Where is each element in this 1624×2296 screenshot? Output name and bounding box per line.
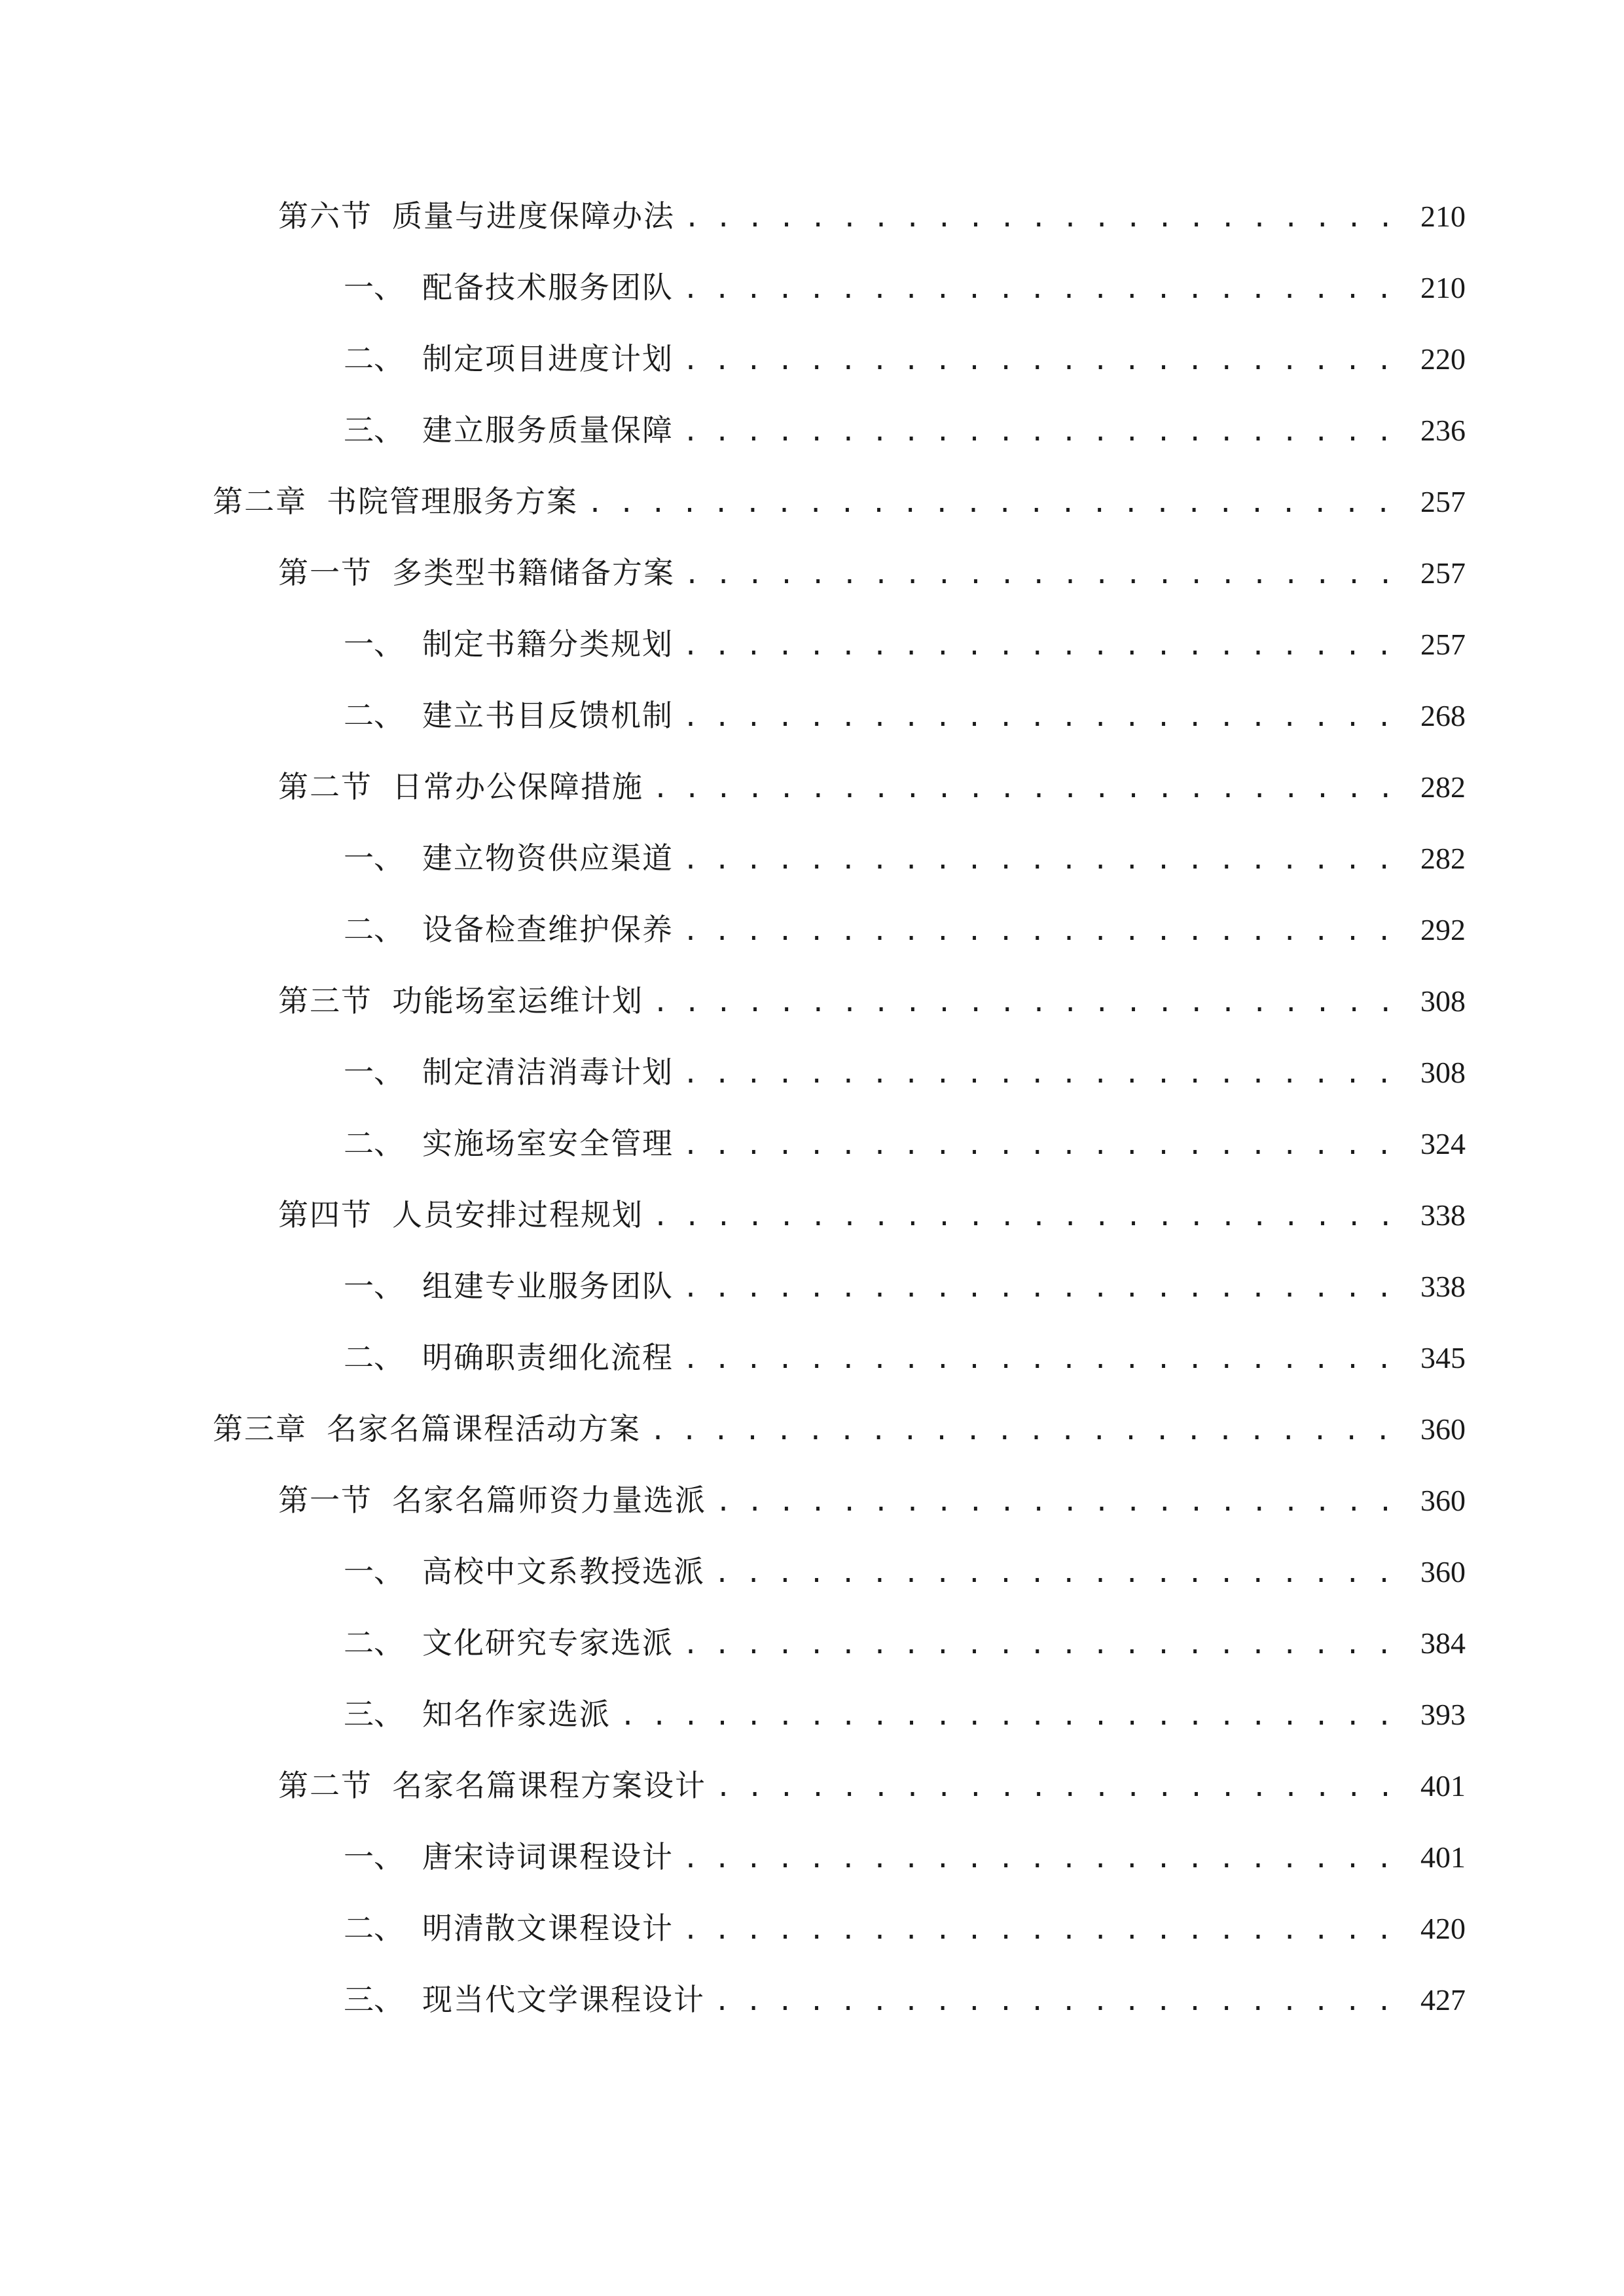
toc-entry-prefix: 三、 xyxy=(344,1982,404,2017)
toc-entry-page-number: 401 xyxy=(1420,1840,1466,1874)
toc-entry-title: 制定清洁消毒计划 xyxy=(422,1054,674,1090)
toc-entry-page-number: 324 xyxy=(1420,1127,1466,1160)
dot-leader xyxy=(683,620,1399,672)
toc-entry[interactable] xyxy=(344,1545,1466,1598)
toc-entry-page-number: 268 xyxy=(1420,699,1466,732)
toc-entry[interactable] xyxy=(344,903,1466,956)
toc-entry-title: 质量与进度保障办法 xyxy=(392,198,675,234)
toc-entry-prefix: 第二章 xyxy=(213,484,307,519)
toc-entry-prefix: 三、 xyxy=(344,412,404,448)
toc-entry-page-number: 236 xyxy=(1420,414,1466,447)
toc-entry-title: 名家名篇课程方案设计 xyxy=(392,1768,706,1803)
toc-entry-prefix: 一、 xyxy=(344,1054,404,1090)
toc-entry[interactable] xyxy=(344,1260,1466,1312)
toc-entry-title: 人员安排过程规划 xyxy=(392,1197,643,1232)
toc-entry[interactable] xyxy=(344,1117,1466,1170)
toc-entry-page-number: 308 xyxy=(1420,1056,1466,1089)
toc-entry-title: 建立书目反馈机制 xyxy=(422,698,674,733)
toc-entry[interactable] xyxy=(278,547,1466,599)
toc-entry-prefix: 第三节 xyxy=(278,983,372,1018)
dot-leader xyxy=(653,977,1399,1029)
dot-leader xyxy=(683,263,1399,315)
toc-entry-page-number: 360 xyxy=(1420,1484,1466,1517)
dot-leader xyxy=(587,477,1399,529)
toc-entry-page-number: 360 xyxy=(1420,1555,1466,1588)
dot-leader xyxy=(683,1904,1399,1956)
toc-entry[interactable] xyxy=(278,190,1466,242)
dot-leader xyxy=(684,548,1399,601)
toc-entry[interactable] xyxy=(344,332,1466,385)
dot-leader xyxy=(683,1048,1399,1100)
toc-entry-title: 现当代文学课程设计 xyxy=(422,1982,705,2017)
toc-entry-page-number: 257 xyxy=(1420,556,1466,590)
toc-entry-prefix: 一、 xyxy=(344,840,404,876)
toc-entry[interactable] xyxy=(344,832,1466,884)
dot-leader xyxy=(653,1191,1399,1243)
toc-entry-page-number: 210 xyxy=(1420,200,1466,233)
toc-entry-prefix: 一、 xyxy=(344,1839,404,1874)
toc-entry-page-number: 401 xyxy=(1420,1769,1466,1803)
toc-entry[interactable] xyxy=(278,975,1466,1027)
toc-entry-title: 组建专业服务团队 xyxy=(422,1268,674,1304)
toc-entry-prefix: 二、 xyxy=(344,912,404,947)
toc-entry[interactable] xyxy=(344,261,1466,314)
toc-entry[interactable] xyxy=(344,1902,1466,1954)
toc-entry-prefix: 二、 xyxy=(344,698,404,733)
toc-entry-page-number: 210 xyxy=(1420,271,1466,304)
toc-entry-prefix: 第二节 xyxy=(278,769,372,804)
toc-entry[interactable] xyxy=(213,475,1466,528)
toc-entry-title: 文化研究专家选派 xyxy=(422,1625,674,1660)
toc-entry-page-number: 292 xyxy=(1420,913,1466,946)
dot-leader xyxy=(683,1333,1399,1386)
dot-leader xyxy=(683,406,1399,458)
toc-entry-prefix: 第二节 xyxy=(278,1768,372,1803)
toc-entry-title: 制定项目进度计划 xyxy=(422,341,674,376)
toc-entry-title: 配备技术服务团队 xyxy=(422,270,674,305)
toc-entry-page-number: 257 xyxy=(1420,485,1466,518)
toc-entry-prefix: 一、 xyxy=(344,1554,404,1589)
toc-entry-prefix: 第一节 xyxy=(278,555,372,590)
dot-leader xyxy=(683,691,1399,744)
toc-entry[interactable] xyxy=(344,404,1466,456)
toc-entry-page-number: 420 xyxy=(1420,1912,1466,1945)
toc-entry-title: 日常办公保障措施 xyxy=(392,769,643,804)
dot-leader xyxy=(715,1761,1399,1814)
toc-entry-prefix: 二、 xyxy=(344,1340,404,1375)
toc-entry-prefix: 第四节 xyxy=(278,1197,372,1232)
dot-leader xyxy=(653,762,1399,815)
toc-entry-page-number: 393 xyxy=(1420,1698,1466,1731)
toc-entry[interactable] xyxy=(344,1831,1466,1883)
toc-entry[interactable] xyxy=(344,1973,1466,2026)
toc-entry-page-number: 384 xyxy=(1420,1626,1466,1660)
toc-entry-prefix: 二、 xyxy=(344,1126,404,1161)
dot-leader xyxy=(683,905,1399,958)
toc-entry[interactable] xyxy=(278,1189,1466,1241)
dot-leader xyxy=(650,1405,1399,1457)
dot-leader xyxy=(683,1262,1399,1314)
toc-entry-prefix: 第一节 xyxy=(278,1482,372,1518)
toc-entry-page-number: 282 xyxy=(1420,842,1466,875)
dot-leader xyxy=(683,1119,1399,1172)
toc-entry-title: 多类型书籍储备方案 xyxy=(392,555,675,590)
toc-entry-title: 唐宋诗词课程设计 xyxy=(422,1839,674,1874)
toc-entry-title: 建立物资供应渠道 xyxy=(422,840,674,876)
toc-entry-page-number: 308 xyxy=(1420,984,1466,1018)
dot-leader xyxy=(684,192,1399,244)
toc-entry-title: 实施场室安全管理 xyxy=(422,1126,674,1161)
toc-entry[interactable] xyxy=(213,1403,1466,1455)
toc-entry-prefix: 第六节 xyxy=(278,198,372,234)
toc-entry-title: 知名作家选派 xyxy=(422,1696,611,1732)
toc-entry[interactable] xyxy=(278,1474,1466,1526)
dot-leader xyxy=(714,1547,1399,1600)
toc-entry-page-number: 345 xyxy=(1420,1341,1466,1374)
toc-entry-title: 高校中文系教授选派 xyxy=(422,1554,705,1589)
toc-entry-title: 明确职责细化流程 xyxy=(422,1340,674,1375)
toc-entry[interactable] xyxy=(344,1688,1466,1740)
toc-entry-prefix: 三、 xyxy=(344,1696,404,1732)
toc-entry-page-number: 257 xyxy=(1420,628,1466,661)
dot-leader xyxy=(683,1833,1399,1885)
toc-entry-title: 建立服务质量保障 xyxy=(422,412,674,448)
toc-entry-prefix: 一、 xyxy=(344,270,404,305)
toc-entry[interactable] xyxy=(344,1331,1466,1384)
toc-entry[interactable] xyxy=(344,689,1466,742)
dot-leader xyxy=(714,1975,1399,2028)
toc-entry[interactable] xyxy=(278,1759,1466,1812)
toc-entry-title: 书院管理服务方案 xyxy=(327,484,578,519)
toc-entry-title: 制定书籍分类规划 xyxy=(422,626,674,662)
toc-entry[interactable] xyxy=(344,1046,1466,1098)
toc-entry-title: 名家名篇课程活动方案 xyxy=(327,1411,641,1446)
toc-entry-page-number: 220 xyxy=(1420,342,1466,376)
toc-entry-prefix: 二、 xyxy=(344,341,404,376)
dot-leader xyxy=(683,834,1399,886)
toc-entry-page-number: 338 xyxy=(1420,1198,1466,1232)
toc-entry-prefix: 第三章 xyxy=(213,1411,307,1446)
toc-entry-page-number: 282 xyxy=(1420,770,1466,804)
toc-entry[interactable] xyxy=(278,761,1466,813)
toc-entry-prefix: 二、 xyxy=(344,1910,404,1946)
toc-entry-title: 设备检查维护保养 xyxy=(422,912,674,947)
toc-entry-title: 明清散文课程设计 xyxy=(422,1910,674,1946)
dot-leader xyxy=(683,334,1399,387)
toc-entry[interactable] xyxy=(344,618,1466,670)
toc-entry-page-number: 360 xyxy=(1420,1412,1466,1446)
dot-leader xyxy=(683,1619,1399,1671)
toc-entry-title: 名家名篇师资力量选派 xyxy=(392,1482,706,1518)
toc-entry-prefix: 一、 xyxy=(344,1268,404,1304)
toc-entry-page-number: 338 xyxy=(1420,1270,1466,1303)
dot-leader xyxy=(715,1476,1399,1528)
toc-entry-page-number: 427 xyxy=(1420,1983,1466,2017)
toc-entry-prefix: 一、 xyxy=(344,626,404,662)
toc-entry-prefix: 二、 xyxy=(344,1625,404,1660)
toc-entry-title: 功能场室运维计划 xyxy=(392,983,643,1018)
dot-leader xyxy=(620,1690,1399,1742)
toc-entry[interactable] xyxy=(344,1617,1466,1669)
